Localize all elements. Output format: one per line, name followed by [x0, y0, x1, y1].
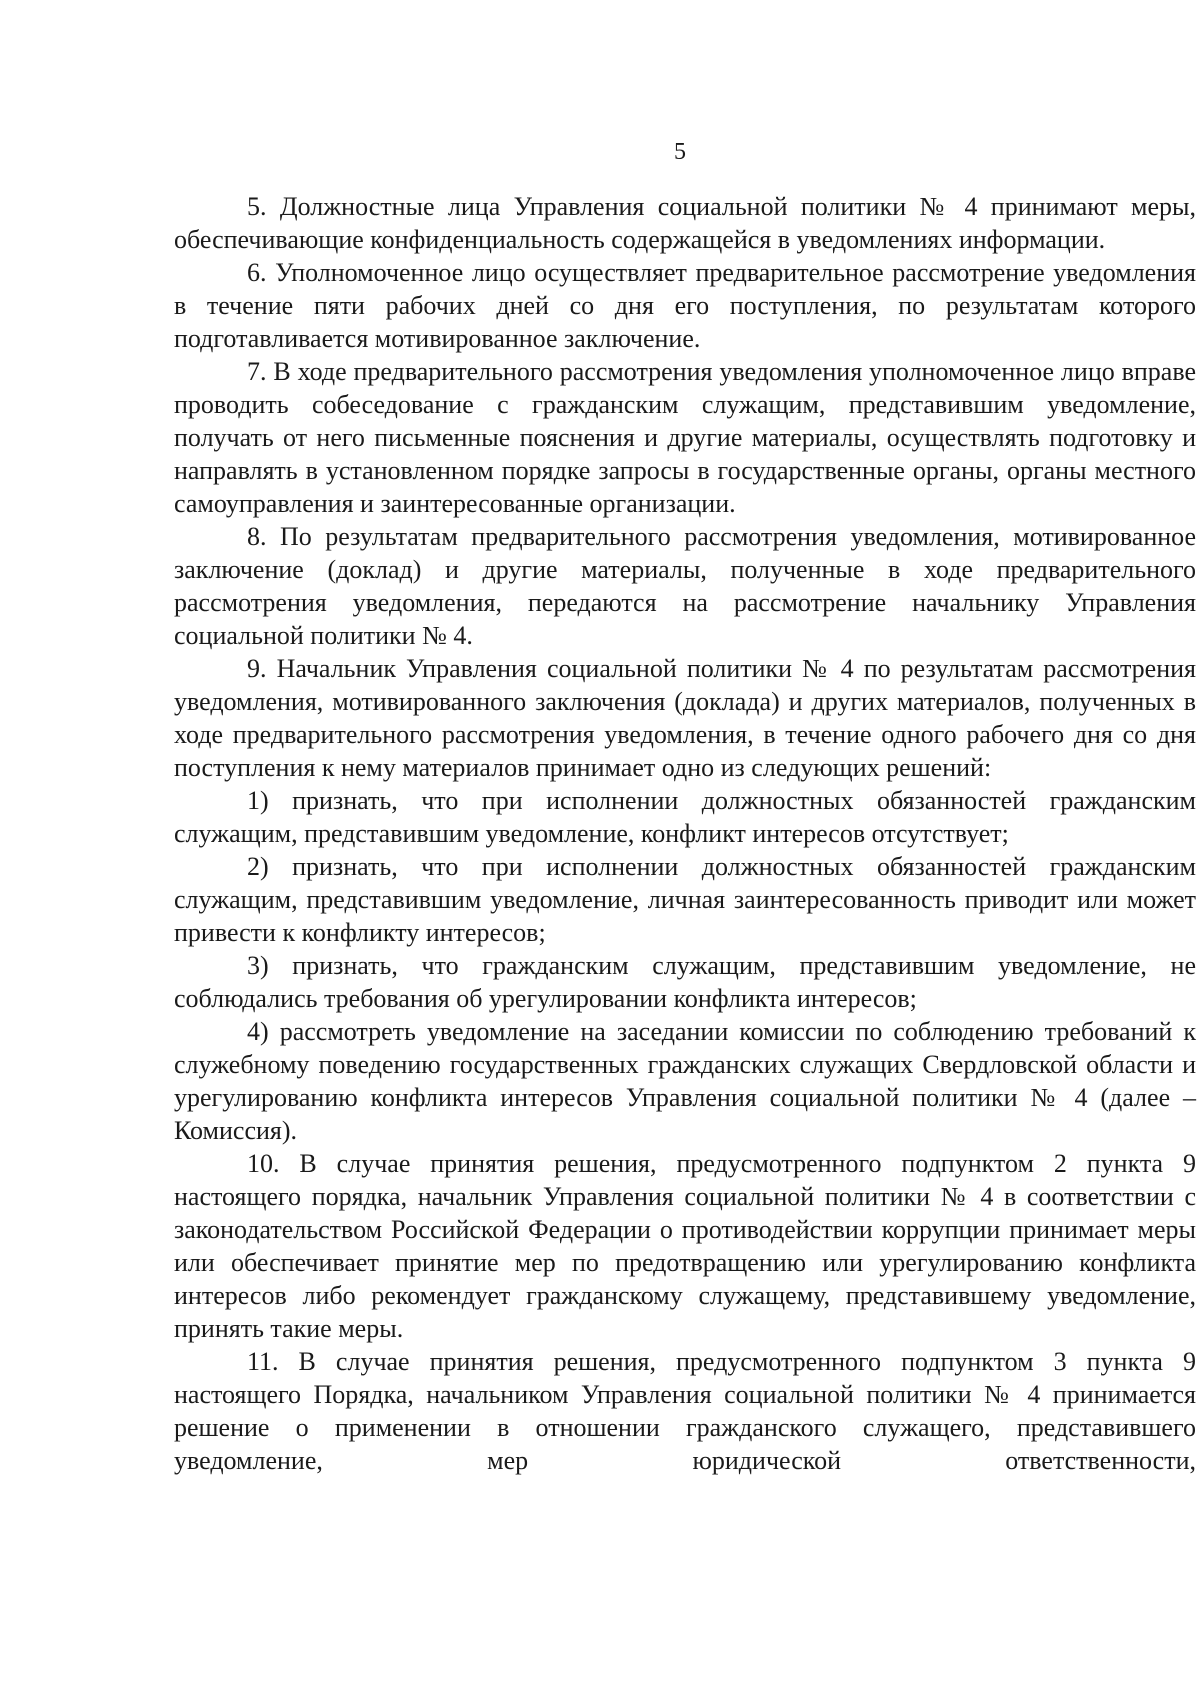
- paragraph-11: 11. В случае принятия решения, предусмотренного подпунктом 3 пункта 9 настоящего Порядка, начальником Управления социальной политики № 4 принимается решение о применении в отношении гражданского служащего, представившего уведомление, мер юридической ответственности,: [174, 1347, 1196, 1475]
- subparagraph-9-3: 3) признать, что гражданским служащим, представившим уведомление, не соблюдались требования об урегулировании конфликта интересов;: [174, 951, 1196, 1013]
- document-body: [174, 190, 1196, 1477]
- paragraph-9: 9. Начальник Управления социальной политики № 4 по результатам рассмотрения уведомления, мотивированного заключения (доклада) и других материалов, полученных в ходе предварительного рассмотрения уведомления, в течение одного рабочего дня со дня поступления к нему материалов принимает одно из следующих решений:: [174, 654, 1196, 782]
- paragraph-10: 10. В случае принятия решения, предусмотренного подпунктом 2 пункта 9 настоящего порядка, начальник Управления социальной политики № 4 в соответствии с законодательством Российской Федерации о противодействии коррупции принимает меры или обеспечивает принятие мер по предотвращению или урегулированию конфликта интересов либо рекомендует гражданскому служащему, представившему уведомление, принять такие меры.: [174, 1149, 1196, 1343]
- paragraph-5: 5. Должностные лица Управления социальной политики № 4 принимают меры, обеспечивающие конфиденциальность содержащейся в уведомлениях информации.: [174, 192, 1196, 254]
- paragraph-7: 7. В ходе предварительного рассмотрения уведомления уполномоченное лицо вправе проводить собеседование с гражданским служащим, представившим уведомление, получать от него письменные пояснения и другие материалы, осуществлять подготовку и направлять в установленном порядке запросы в государственные органы, органы местного самоуправления и заинтересованные организации.: [174, 357, 1196, 518]
- subparagraph-9-2: 2) признать, что при исполнении должностных обязанностей гражданским служащим, представившим уведомление, личная заинтересованность приводит или может привести к конфликту интересов;: [174, 852, 1196, 947]
- subparagraph-9-4: 4) рассмотреть уведомление на заседании комиссии по соблюдению требований к служебному поведению государственных гражданских служащих Свердловской области и урегулированию конфликта интересов Управления социальной политики № 4 (далее – Комиссия).: [174, 1017, 1196, 1145]
- subparagraph-9-1: 1) признать, что при исполнении должностных обязанностей гражданским служащим, представившим уведомление, конфликт интересов отсутствует;: [174, 786, 1196, 848]
- paragraph-8: 8. По результатам предварительного рассмотрения уведомления, мотивированное заключение (доклад) и другие материалы, полученные в ходе предварительного рассмотрения уведомления, передаются на рассмотрение начальнику Управления социальной политики № 4.: [174, 522, 1196, 650]
- paragraph-6: 6. Уполномоченное лицо осуществляет предварительное рассмотрение уведомления в течение пяти рабочих дней со дня его поступления, по результатам которого подготавливается мотивированное заключение.: [174, 258, 1196, 353]
- page-number: 5: [674, 139, 686, 165]
